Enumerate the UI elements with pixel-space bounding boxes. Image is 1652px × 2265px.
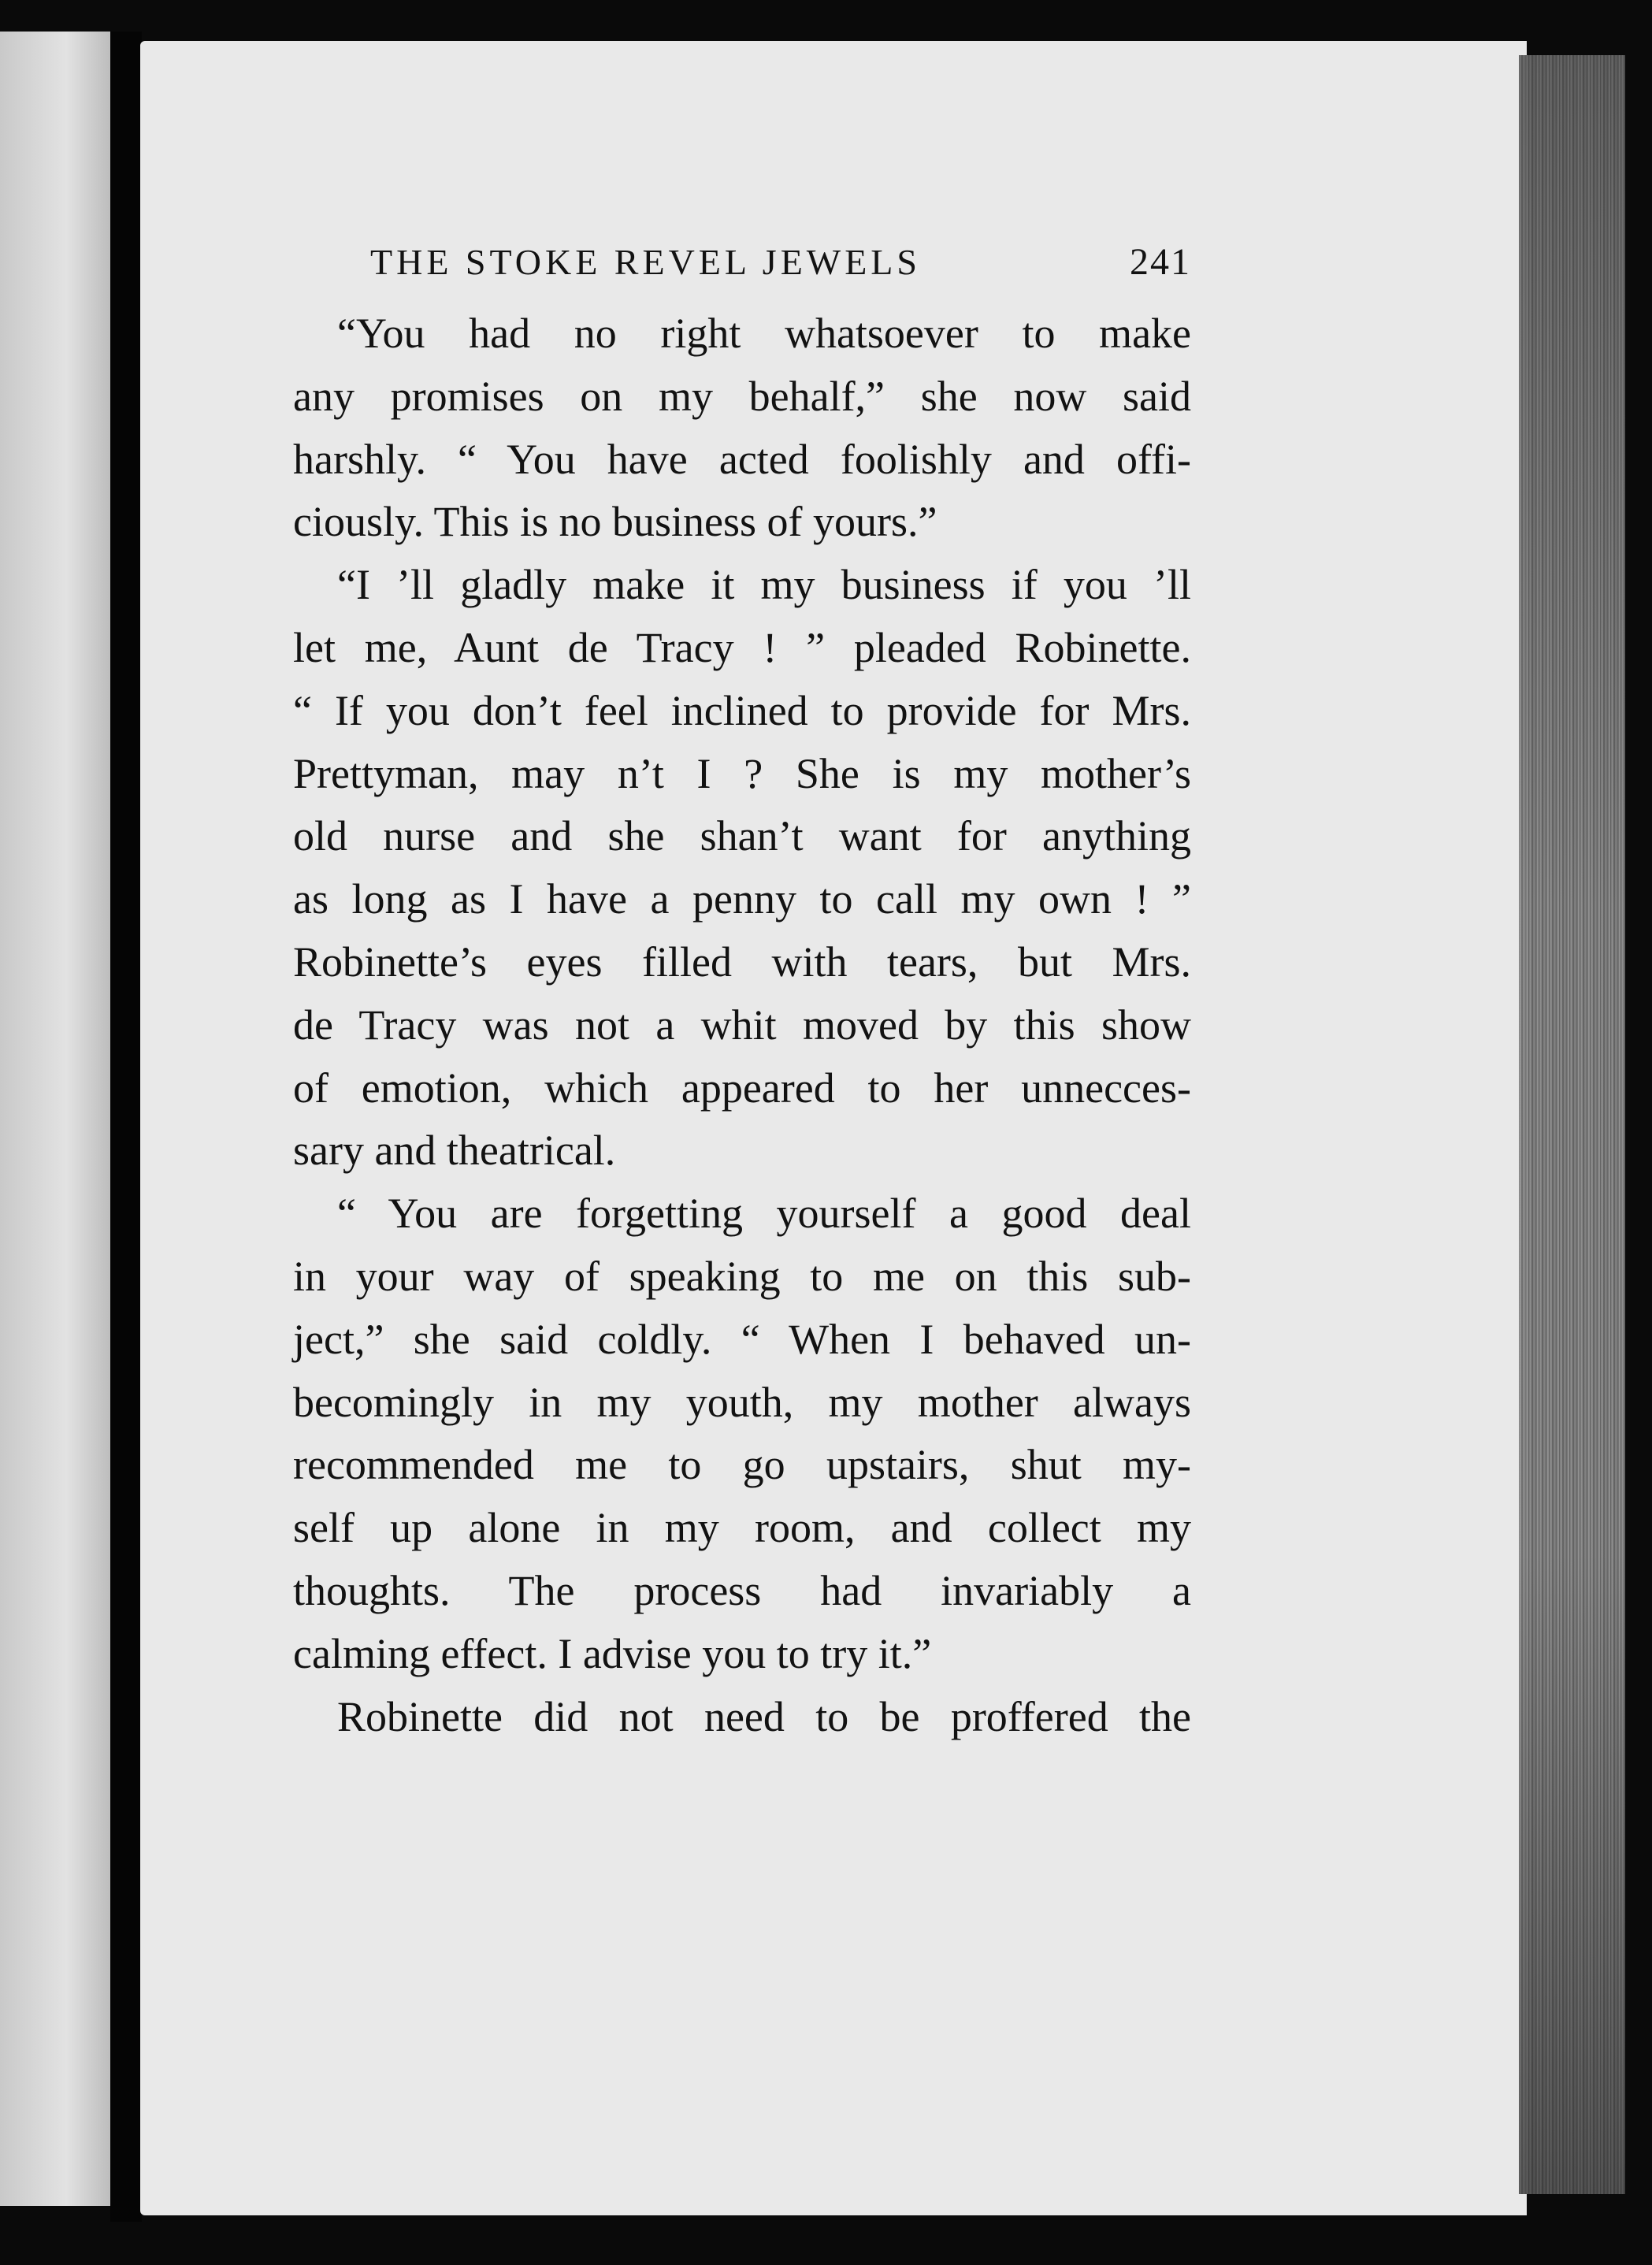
text-line: “You had no right whatsoever to make: [337, 310, 1191, 357]
running-head-title: THE STOKE REVEL JEWELS: [370, 242, 921, 282]
text-line: of emotion, which appeared to her unnecces-: [293, 1064, 1191, 1112]
text-line: thoughts. The process had invariably a: [293, 1566, 1191, 1614]
running-head: [293, 240, 1191, 284]
text-line: any promises on my behalf,” she now said: [293, 372, 1191, 420]
text-line: ciously. This is no business of yours.”: [293, 498, 937, 546]
text-line: recommended me to go upstairs, shut my-: [293, 1441, 1191, 1489]
text-line: as long as I have a penny to call my own ! ”: [293, 875, 1191, 923]
text-line: harshly. “ You have acted foolishly and offi-: [293, 435, 1191, 483]
book-gutter: [110, 32, 142, 2222]
text-line: self up alone in my room, and collect my: [293, 1504, 1191, 1552]
text-line: Prettyman, may n’t I ? She is my mother’s: [293, 749, 1191, 797]
text-line: “I ’ll gladly make it my business if you ’ll: [337, 561, 1191, 609]
text-line: ject,” she said coldly. “ When I behaved un-: [293, 1315, 1191, 1363]
text-line: let me, Aunt de Tracy ! ” pleaded Robinette.: [293, 623, 1191, 671]
text-line: in your way of speaking to me on this sub-: [293, 1252, 1191, 1300]
text-line: becomingly in my youth, my mother always: [293, 1378, 1191, 1426]
text-line: sary and theatrical.: [293, 1127, 616, 1175]
text-line: Robinette’s eyes filled with tears, but Mrs.: [293, 938, 1191, 986]
text-line: “ You are forgetting yourself a good deal: [337, 1190, 1191, 1238]
page-number: 241: [1130, 241, 1191, 283]
page-text: [293, 240, 1191, 1748]
text-line: Robinette did not need to be proffered the: [337, 1692, 1191, 1740]
text-line: de Tracy was not a whit moved by this show: [293, 1001, 1191, 1049]
text-line: old nurse and she shan’t want for anything: [293, 812, 1191, 860]
page-edges: [1519, 55, 1625, 2194]
text-line: “ If you don’t feel inclined to provide for Mrs.: [293, 686, 1191, 734]
facing-page-edge: [0, 32, 110, 2206]
text-line: calming effect. I advise you to try it.”: [293, 1629, 932, 1677]
